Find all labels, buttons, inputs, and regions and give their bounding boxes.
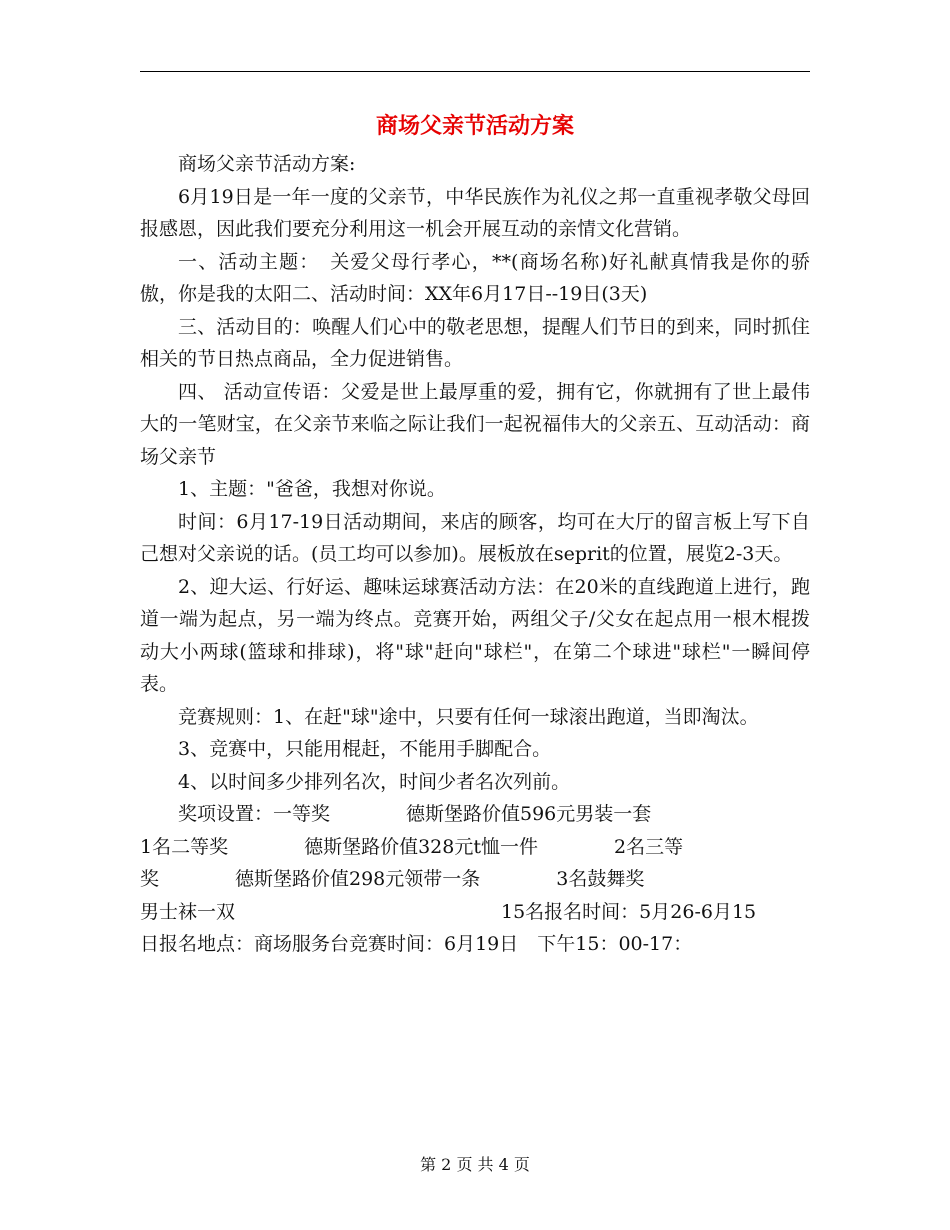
- paragraph-intro: 6月19日是一年一度的父亲节，中华民族作为礼仪之邦一直重视孝敬父母回报感恩，因此我们要充分利用这一机会开展互动的亲情文化营销。: [140, 185, 810, 240]
- header-rule: [140, 71, 810, 72]
- document-title: 商场父亲节活动方案: [375, 113, 574, 139]
- paragraph-ball-game: 2、迎大运、行好运、趣味运球赛活动方法：在20米的直线跑道上进行，跑道一端为起点，另一端为终点。竞赛开始，两组父子/父女在起点用一根木棍拨动大小两球(篮球和排球)，将"球"赶向"球栏"，在第二个球进"球栏"一瞬间停表。: [140, 575, 810, 695]
- paragraph-slogan: 四、 活动宣传语：父爱是世上最厚重的爱，拥有它，你就拥有了世上最伟大的一笔财宝，在父亲节来临之际让我们一起祝福伟大的父亲五、互动活动：商场父亲节: [140, 380, 810, 468]
- document-body: [140, 148, 810, 961]
- paragraph-purpose: 三、活动目的：唤醒人们心中的敬老思想，提醒人们节日的到来，同时抓住相关的节日热点商品，全力促进销售。: [140, 315, 810, 370]
- paragraph-rule-4: 4、以时间多少排列名次，时间少者名次列前。: [178, 770, 571, 793]
- page-number-footer: 第 2 页 共 4 页: [420, 1155, 530, 1174]
- prize-line-2: 1名二等奖 德斯堡路价值328元t恤一件 2名三等: [140, 835, 684, 858]
- paragraph-theme-time: 一、活动主题： 关爱父母行孝心，**(商场名称)好礼献真情我是你的骄傲，你是我的太阳二、活动时间：XX年6月17日--19日(3天): [140, 250, 810, 305]
- prize-line-3: 奖 德斯堡路价值298元领带一条 3名鼓舞奖: [140, 868, 645, 890]
- prize-line-1: 奖项设置：一等奖 德斯堡路价值596元男装一套: [140, 803, 652, 825]
- paragraph-intro-heading: 商场父亲节活动方案:: [178, 153, 356, 175]
- paragraph-rule-1: 竞赛规则：1、在赶"球"途中，只要有任何一球滚出跑道，当即淘汰。: [178, 705, 759, 728]
- paragraph-activity-theme: 1、主题："爸爸，我想对你说。: [178, 478, 446, 500]
- paragraph-message-board: 时间：6月17-19日活动期间，来店的顾客，均可在大厅的留言板上写下自己想对父亲说的话。(员工均可以参加)。展板放在seprit的位置，展览2-3天。: [140, 510, 810, 565]
- paragraph-rule-3: 3、竞赛中，只能用棍赶，不能用手脚配合。: [178, 738, 552, 760]
- prize-line-4: 男士袜一双 15名报名时间：5月26-6月15: [140, 900, 757, 923]
- prize-line-5: 日报名地点：商场服务台竞赛时间：6月19日 下午15：00-17：: [140, 933, 693, 955]
